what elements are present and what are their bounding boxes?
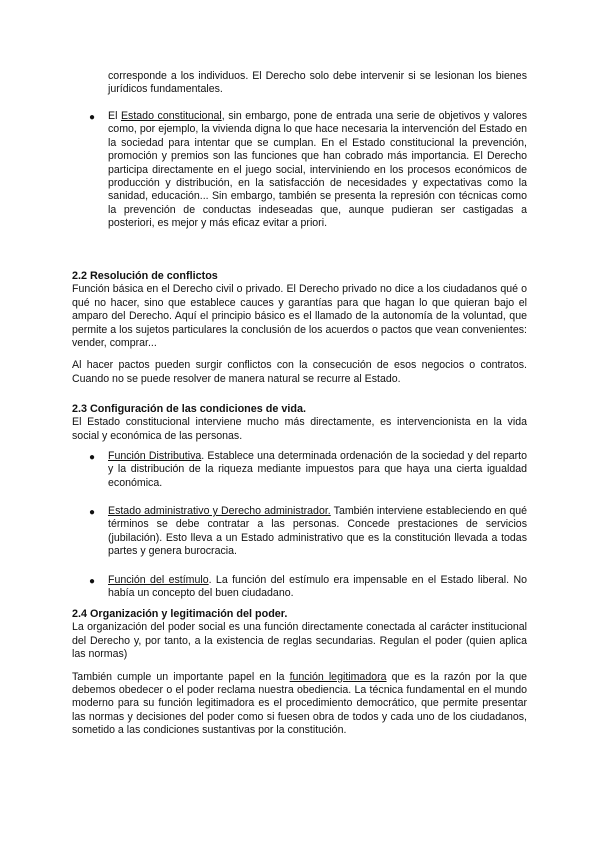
bullet-icon: ● <box>89 507 96 518</box>
estado-administrativo-paragraph: Estado administrativo y Derecho administrador. También interviene estableciendo en qué términos se debe contratar a las personas. Concede prestaciones de servicios (jubilación). Esto lleva a un Estado administrativo que es la constitución llevada a todas partes y genera burocracia. <box>108 505 528 558</box>
funcion-distributiva-paragraph: Función Distributiva. Establece una determinada ordenación de la sociedad y del reparto y la distribución de la riqueza mediante impuestos para que haya una cierta igualdad económica. <box>108 450 528 489</box>
estado-constitucional-paragraph: El Estado constitucional, sin embargo, pone de entrada una serie de objetivos y valores como, por ejemplo, la vivienda digna lo que hace necesaria la intervención del Estado en la sociedad para intentar que se cumplan. En el Estado constitucional la prevención, promoción y premios son las funciones que han cobrado más importancia. El Derecho participa directamente en el juego social, interviniendo en los procesos económicos de producción y distribución, en la satisfacción de necesidades y expectativas como la sanidad, educación... Sin embargo, también se presenta la represión con técnicas como la prevención de conductas indeseadas que, aunque pudieran ser castigadas a posteriori, es mejor y más eficaz evitar a priori. <box>108 110 527 230</box>
section-2-3-intro: El Estado constitucional interviene mucho más directamente, es intervencionista en la vida social y económica de las personas. <box>72 416 527 442</box>
section-2-2-heading: 2.2 Resolución de conflictos <box>72 270 218 282</box>
section-2-2-paragraph-2: Al hacer pactos pueden surgir conflictos con la consecución de esos negocios o contratos. Cuando no se puede resolver de manera natural se recurre al Estado. <box>72 359 527 385</box>
section-2-3 <box>72 403 527 443</box>
section-2-2-paragraph-1: Función básica en el Derecho civil o privado. El Derecho privado no dice a los ciudadanos qué o qué no hacer, sino que establece cauces y garantías para que hagan lo que quieran bajo el amparo del Derecho. Aquí el principio básico es el llamado de la autonomía de la voluntad, que permite a los sujetos particulares la conclusión de los acuerdos o pactos que vean convenientes: vender, comprar... <box>72 283 527 350</box>
funcion-legitimadora-term: función legitimadora <box>289 670 387 683</box>
funcion-distributiva-term: Función Distributiva <box>108 450 202 462</box>
section-2-3-heading: 2.3 Configuración de las condiciones de vida. <box>72 403 306 415</box>
funcion-estimulo-term: Función del estímulo <box>108 574 209 586</box>
estado-constitucional-term: Estado constitucional <box>120 110 222 122</box>
bullet-icon: ● <box>89 452 96 463</box>
estado-administrativo-term: Estado administrativo y Derecho administrador. <box>108 505 331 517</box>
section-2-4-paragraph-1: La organización del poder social es una función directamente conectada al carácter institucional del Derecho y, por tanto, a la existencia de reglas secundarias. Regulan el poder (quien aplica las normas) <box>72 621 527 661</box>
funcion-estimulo-paragraph: Función del estímulo. La función del estímulo era impensable en el Estado liberal. No había un concepto del buen ciudadano. <box>108 574 528 600</box>
section-2-4-heading: 2.4 Organización y legitimación del poder. <box>72 608 288 620</box>
bullet-icon: ● <box>89 576 96 587</box>
section-2-4-paragraph-2: También cumple un importante papel en la función legitimadora que es la razón por la que debemos obedecer o el poder reclama nuestra obediencia. La técnica fundamental en el mundo moderno para su función legitimadora es el procedimiento democrático, que permite presentar las normas y decisiones del poder como si fuesen obra de todos y cada uno de los ciudadanos, sometido a las condiciones sustantivas por la constitución. <box>72 670 527 737</box>
continuation-paragraph: corresponde a los individuos. El Derecho solo debe intervenir si se lesionan los bienes jurídicos fundamentales. <box>108 70 527 96</box>
section-2-2 <box>72 270 527 386</box>
bullet-icon: ● <box>89 112 96 123</box>
section-2-4 <box>72 608 527 738</box>
